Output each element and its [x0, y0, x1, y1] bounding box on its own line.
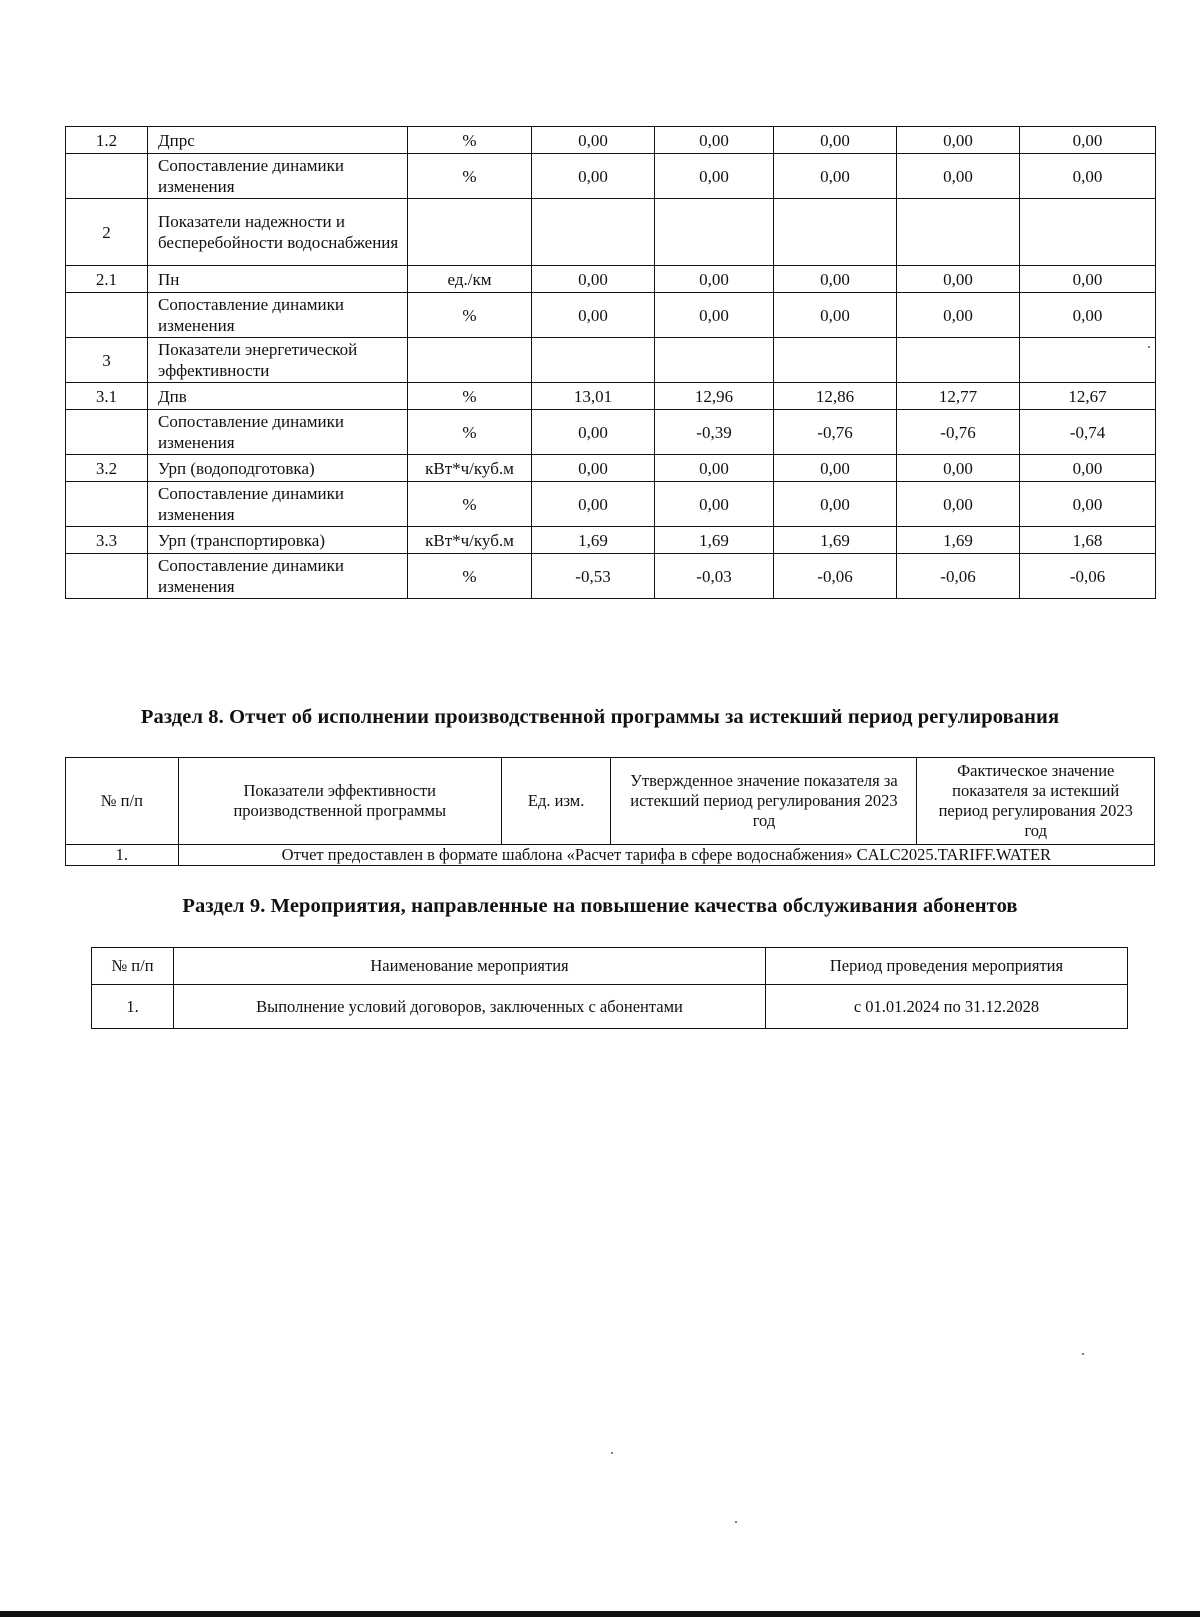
header-name: Наименование мероприятия	[174, 948, 766, 985]
row-value: 0,00	[532, 482, 655, 527]
row-value: 0,00	[532, 127, 655, 154]
row-value	[897, 338, 1020, 383]
row-value: 0,00	[897, 455, 1020, 482]
row-value: 0,00	[1020, 154, 1156, 199]
section-8-table	[65, 757, 1155, 866]
section-9-header-row	[92, 948, 1128, 985]
row-num: 1.	[66, 845, 179, 866]
row-unit: ед./км	[408, 266, 532, 293]
row-value: 12,67	[1020, 383, 1156, 410]
table-row	[66, 527, 1156, 554]
row-value	[532, 199, 655, 266]
row-name: Урп (водоподготовка)	[148, 455, 408, 482]
row-value: 1,69	[774, 527, 897, 554]
row-name: Сопоставление динамики изменения	[148, 482, 408, 527]
row-num: 3.2	[66, 455, 148, 482]
row-value: 1,69	[897, 527, 1020, 554]
row-value: -0,53	[532, 554, 655, 599]
table-row	[66, 199, 1156, 266]
row-name: Дпв	[148, 383, 408, 410]
row-value	[655, 338, 774, 383]
row-value: 0,00	[897, 293, 1020, 338]
row-value: -0,06	[897, 554, 1020, 599]
table-row	[66, 845, 1155, 866]
section-8-header-row	[66, 758, 1155, 845]
row-value: 0,00	[1020, 127, 1156, 154]
row-value: 0,00	[1020, 482, 1156, 527]
row-value: 0,00	[655, 266, 774, 293]
row-num: 1.	[92, 985, 174, 1029]
row-num	[66, 293, 148, 338]
header-approved: Утвержденное значение показателя за истекший период регулирования 2023 год	[611, 758, 917, 845]
section-9-table	[91, 947, 1128, 1029]
row-text: Отчет предоставлен в формате шаблона «Расчет тарифа в сфере водоснабжения» CALC2025.TARIFF.WATER	[178, 845, 1154, 866]
row-unit	[408, 199, 532, 266]
table-row	[66, 293, 1156, 338]
table-row	[66, 338, 1156, 383]
section-9-title: Раздел 9. Мероприятия, направленные на повышение качества обслуживания абонентов	[182, 895, 1018, 917]
row-unit: %	[408, 127, 532, 154]
row-value: 0,00	[774, 266, 897, 293]
header-num: № п/п	[92, 948, 174, 985]
row-value: -0,76	[774, 410, 897, 455]
table-row	[66, 410, 1156, 455]
scan-speck	[735, 1521, 737, 1523]
row-value: -0,06	[1020, 554, 1156, 599]
row-value: 0,00	[655, 455, 774, 482]
scan-speck	[1082, 1353, 1084, 1355]
row-value: 1,68	[1020, 527, 1156, 554]
row-name: Сопоставление динамики изменения	[148, 293, 408, 338]
row-value: 0,00	[655, 154, 774, 199]
row-name: Дпрс	[148, 127, 408, 154]
row-value: 0,00	[897, 266, 1020, 293]
row-name: Сопоставление динамики изменения	[148, 410, 408, 455]
row-num: 3.3	[66, 527, 148, 554]
row-name: Показатели надежности и бесперебойности водоснабжения	[148, 199, 408, 266]
row-name: Сопоставление динамики изменения	[148, 154, 408, 199]
table-row	[66, 154, 1156, 199]
table-row	[92, 985, 1128, 1029]
header-period: Период проведения мероприятия	[766, 948, 1128, 985]
header-actual: Фактическое значение показателя за истекший период регулирования 2023 год	[917, 758, 1155, 845]
row-unit: %	[408, 482, 532, 527]
row-value	[532, 338, 655, 383]
row-value: -0,03	[655, 554, 774, 599]
row-name: Пн	[148, 266, 408, 293]
row-value: -0,06	[774, 554, 897, 599]
row-value: 0,00	[897, 154, 1020, 199]
row-num	[66, 154, 148, 199]
header-num: № п/п	[66, 758, 179, 845]
row-value: 0,00	[1020, 293, 1156, 338]
row-value	[897, 199, 1020, 266]
row-unit: %	[408, 383, 532, 410]
row-num	[66, 554, 148, 599]
table-row	[66, 383, 1156, 410]
row-value	[1020, 199, 1156, 266]
scan-bottom-edge	[0, 1611, 1200, 1617]
row-value: 0,00	[1020, 455, 1156, 482]
table-row	[66, 482, 1156, 527]
row-value: -0,76	[897, 410, 1020, 455]
row-value: 0,00	[774, 293, 897, 338]
row-value: 1,69	[655, 527, 774, 554]
table-row	[66, 554, 1156, 599]
row-value: 13,01	[532, 383, 655, 410]
row-value: 0,00	[897, 482, 1020, 527]
row-value: 0,00	[532, 154, 655, 199]
row-unit: %	[408, 293, 532, 338]
row-value: 12,77	[897, 383, 1020, 410]
row-value: 1,69	[532, 527, 655, 554]
row-num: 3.1	[66, 383, 148, 410]
table-row	[66, 127, 1156, 154]
row-num: 2.1	[66, 266, 148, 293]
row-value: 0,00	[774, 154, 897, 199]
row-unit	[408, 338, 532, 383]
table-row	[66, 266, 1156, 293]
row-value: 0,00	[532, 293, 655, 338]
row-value	[774, 199, 897, 266]
section-8-title: Раздел 8. Отчет об исполнении производственной программы за истекший период регулирования	[140, 706, 1060, 728]
scan-speck	[611, 1452, 613, 1454]
row-num	[66, 410, 148, 455]
row-value: 0,00	[655, 127, 774, 154]
row-value: 0,00	[655, 482, 774, 527]
row-num: 2	[66, 199, 148, 266]
row-value: 0,00	[532, 455, 655, 482]
row-value	[655, 199, 774, 266]
row-unit: %	[408, 154, 532, 199]
row-name: Урп (транспортировка)	[148, 527, 408, 554]
row-name: Выполнение условий договоров, заключенных с абонентами	[174, 985, 766, 1029]
row-value: 0,00	[774, 127, 897, 154]
row-value: 0,00	[532, 266, 655, 293]
row-value: 0,00	[897, 127, 1020, 154]
row-name: Сопоставление динамики изменения	[148, 554, 408, 599]
row-value: 0,00	[655, 293, 774, 338]
row-period: с 01.01.2024 по 31.12.2028	[766, 985, 1128, 1029]
header-unit: Ед. изм.	[501, 758, 611, 845]
row-unit: %	[408, 554, 532, 599]
indicators-table	[65, 126, 1156, 599]
row-value: 0,00	[774, 455, 897, 482]
row-value: -0,39	[655, 410, 774, 455]
row-value: 0,00	[1020, 266, 1156, 293]
row-num	[66, 482, 148, 527]
row-unit: кВт*ч/куб.м	[408, 455, 532, 482]
row-name: Показатели энергетической эффективности	[148, 338, 408, 383]
row-unit: кВт*ч/куб.м	[408, 527, 532, 554]
row-value: 12,86	[774, 383, 897, 410]
scan-speck	[1148, 346, 1150, 348]
row-value: 12,96	[655, 383, 774, 410]
row-num: 3	[66, 338, 148, 383]
row-value: 0,00	[532, 410, 655, 455]
row-value: -0,74	[1020, 410, 1156, 455]
row-value: 0,00	[774, 482, 897, 527]
header-indicators: Показатели эффективности производственной программы	[178, 758, 501, 845]
table-row	[66, 455, 1156, 482]
row-value	[1020, 338, 1156, 383]
row-unit: %	[408, 410, 532, 455]
row-value	[774, 338, 897, 383]
row-num: 1.2	[66, 127, 148, 154]
